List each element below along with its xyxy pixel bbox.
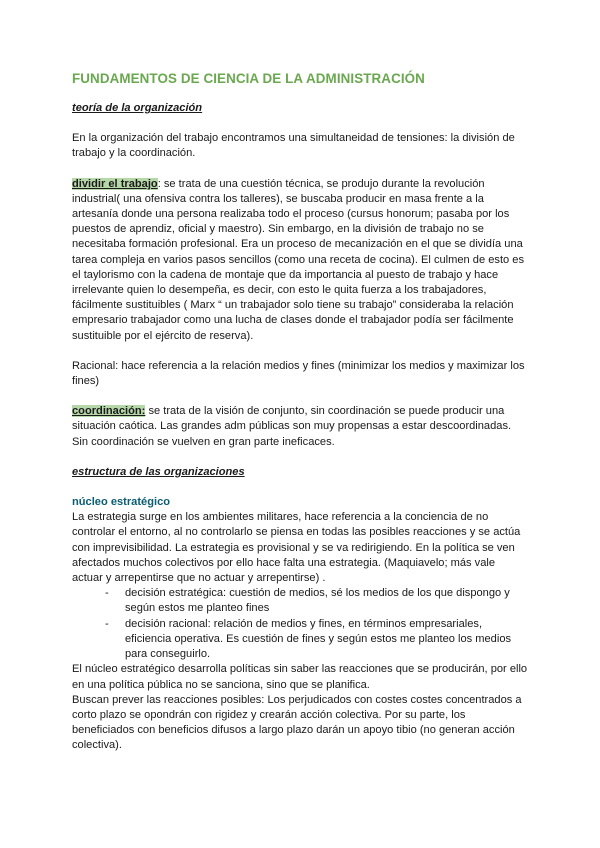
section-heading-estructura: estructura de las organizaciones [72, 465, 245, 478]
dividir-text: : se trata de una cuestión técnica, se produjo durante la revolución industrial( una ofensiva contra los talleres), se buscaba producir en masa frente a la artesanía donde una persona realizaba todo el proceso (cursus honorum; pasaba por los puestos de aprendiz, oficial y maestro). Sin embargo, en la división de trabajo no se necesitaba formación profesional. Era un proceso de mecanización en el que se dividía una tarea compleja en varios pasos sencillos (como una receta de cocina). El culmen de esto es el taylorismo con la cadena de montaje que da importancia al puesto de trabajo y hace irrelevante quien lo desempeña, es decir, con esto le quita fuerza a los trabajadores, fácilmente sustituibles ( Marx “ un trabajador solo tiene su trabajo” consideraba la relación empresario trabajador como una lucha de clases donde el trabajador podía ser fácilmente sustituible por el ejército de reserva). [72, 177, 524, 342]
dash-bullet: - [105, 587, 109, 600]
subheading-nucleo-estrategico: núcleo estratégico [72, 496, 171, 509]
document-title: FUNDAMENTOS DE CIENCIA DE LA ADMINISTRACIÓN [72, 71, 425, 86]
nucleo-paragraph: El núcleo estratégico desarrolla políticas sin saber las reacciones que se producirán, por ello en una política pública no se sanciona, sino que se planifica. [72, 663, 528, 691]
list-item [105, 617, 528, 663]
list-item-text: decisión racional: relación de medios y fines, en términos empresariales, eficiencia operativa. Es cuestión de fines y según estos me planteo los medios para conseguirlo. [125, 617, 512, 661]
coordinacion-paragraph [72, 404, 528, 450]
term-dividir-trabajo: dividir el trabajo [72, 177, 158, 190]
intro-paragraph: En la organización del trabajo encontramos una simultaneidad de tensiones: la división de trabajo y la coordinación. [72, 132, 515, 160]
estrategia-paragraph: La estrategia surge en los ambientes militares, hace referencia a la conciencia de no controlar el entorno, al no controlarlo se piensa en todas las posibles reacciones y se actúa con imprevisibilidad. La estrategia es provisional y se va redirigiendo. En la política se ven afectados muchos colectivos por ello hace falta una estrategia. (Maquiavelo; más vale actuar y arrepentirse que no actuar y arrepentirse) . [72, 511, 521, 585]
term-coordinacion: coordinación: [72, 405, 146, 418]
coordinacion-text: se trata de la visión de conjunto, sin coordinación se puede producir una situación caótica. Las grandes adm públicas son muy propensas a estar descoordinadas. Sin coordinación se vuelven en gran parte ineficaces. [72, 405, 512, 448]
reacciones-paragraph: Buscan prever las reacciones posibles: Los perjudicados con costes costes concentrados a corto plazo se opondrán con rigidez y crearán acción colectiva. Por su parte, los beneficiados con beneficios difusos a largo plazo darán un apoyo tibio (no generan acción colectiva). [72, 693, 522, 752]
decision-list [72, 586, 528, 662]
racional-paragraph: Racional: hace referencia a la relación medios y fines (minimizar los medios y maximizar los fines) [72, 359, 525, 388]
list-item-text: decisión estratégica: cuestión de medios, sé los medios de los que dispongo y según estos me planteo fines [125, 587, 510, 615]
dash-bullet: - [105, 617, 109, 630]
dividir-paragraph [72, 177, 528, 344]
list-item [105, 586, 528, 616]
section-heading-teoria: teoría de la organización [72, 102, 203, 114]
